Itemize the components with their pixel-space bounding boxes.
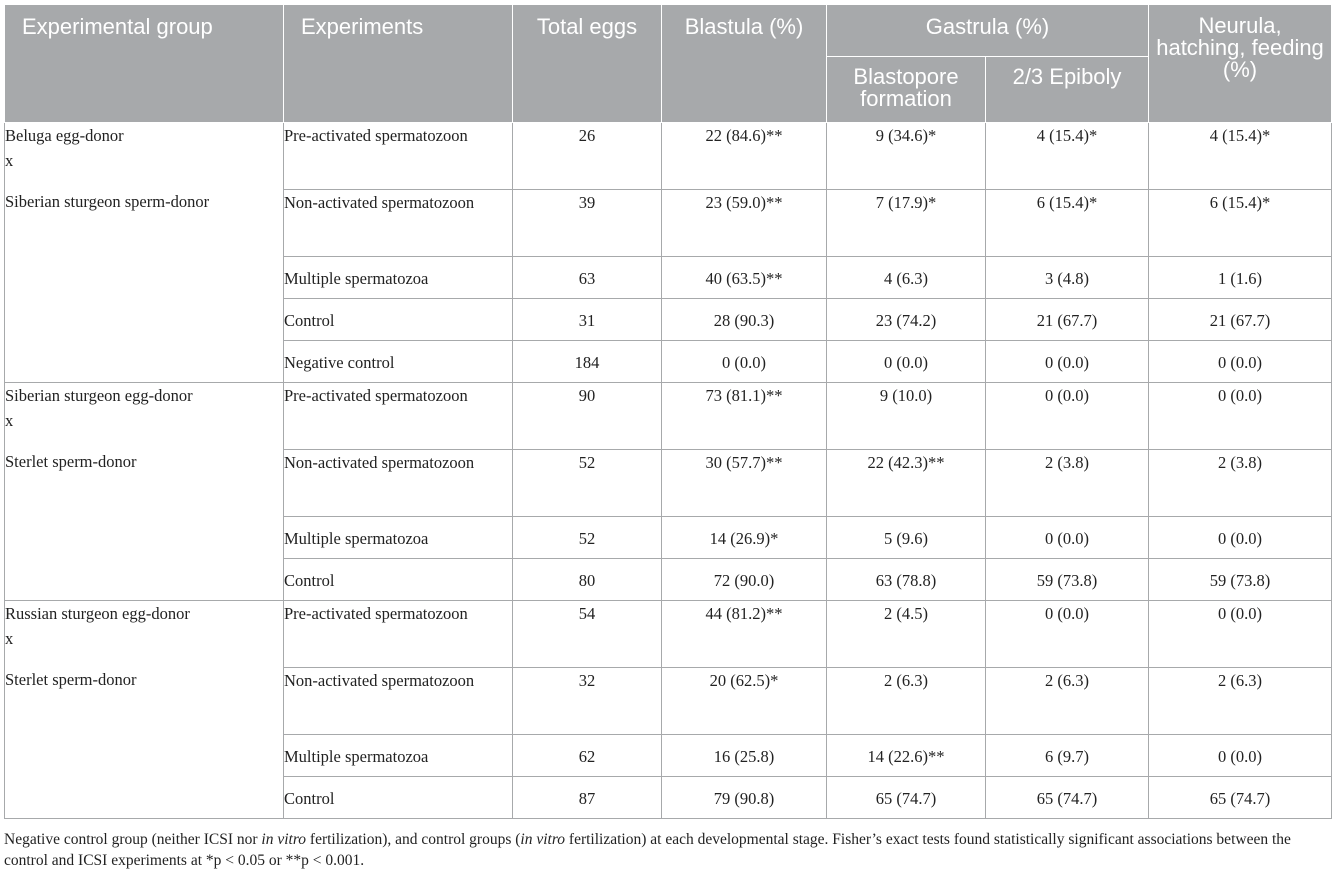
blastula-cell: 72 (90.0) xyxy=(662,559,827,601)
epiboly-cell: 3 (4.8) xyxy=(986,257,1149,299)
neurula-cell: 0 (0.0) xyxy=(1149,735,1332,777)
blastopore-cell: 4 (6.3) xyxy=(827,257,986,299)
blastula-cell: 73 (81.1)** xyxy=(662,383,827,450)
blastula-cell: 40 (63.5)** xyxy=(662,257,827,299)
header-experiments: Experiments xyxy=(284,5,513,123)
total-eggs-cell: 80 xyxy=(513,559,662,601)
neurula-cell: 0 (0.0) xyxy=(1149,383,1332,450)
total-eggs-cell: 62 xyxy=(513,735,662,777)
blastula-cell: 20 (62.5)* xyxy=(662,668,827,735)
blastopore-cell: 14 (22.6)** xyxy=(827,735,986,777)
epiboly-cell: 21 (67.7) xyxy=(986,299,1149,341)
header-gastrula: Gastrula (%) xyxy=(827,5,1149,57)
table-body xyxy=(5,123,1332,819)
experiment-cell: Non-activated spermatozoon xyxy=(284,450,513,517)
epiboly-cell: 2 (6.3) xyxy=(986,668,1149,735)
cross-symbol: x xyxy=(5,151,14,170)
header-experimental-group: Experimental group xyxy=(5,5,284,123)
total-eggs-cell: 32 xyxy=(513,668,662,735)
blastopore-cell: 23 (74.2) xyxy=(827,299,986,341)
blastopore-cell: 7 (17.9)* xyxy=(827,190,986,257)
neurula-cell: 0 (0.0) xyxy=(1149,601,1332,668)
blastopore-cell: 65 (74.7) xyxy=(827,777,986,819)
total-eggs-cell: 52 xyxy=(513,450,662,517)
header-blastopore-formation: Blastopore formation xyxy=(827,57,986,123)
sperm-donor-label: Siberian sturgeon sperm-donor xyxy=(5,192,210,211)
group-label-cell xyxy=(5,383,284,601)
total-eggs-cell: 63 xyxy=(513,257,662,299)
header-epiboly: 2/3 Epiboly xyxy=(986,57,1149,123)
experiment-cell: Multiple spermatozoa xyxy=(284,257,513,299)
table-header xyxy=(5,5,1332,123)
experiment-cell: Control xyxy=(284,777,513,819)
egg-donor-label: Russian sturgeon egg-donor xyxy=(5,604,190,623)
blastopore-cell: 63 (78.8) xyxy=(827,559,986,601)
total-eggs-cell: 31 xyxy=(513,299,662,341)
epiboly-cell: 65 (74.7) xyxy=(986,777,1149,819)
experiment-cell: Negative control xyxy=(284,341,513,383)
total-eggs-cell: 90 xyxy=(513,383,662,450)
blastopore-cell: 22 (42.3)** xyxy=(827,450,986,517)
neurula-cell: 59 (73.8) xyxy=(1149,559,1332,601)
blastula-cell: 79 (90.8) xyxy=(662,777,827,819)
blastopore-cell: 9 (10.0) xyxy=(827,383,986,450)
total-eggs-cell: 39 xyxy=(513,190,662,257)
neurula-cell: 21 (67.7) xyxy=(1149,299,1332,341)
results-table xyxy=(4,4,1332,819)
epiboly-cell: 0 (0.0) xyxy=(986,517,1149,559)
blastopore-cell: 5 (9.6) xyxy=(827,517,986,559)
neurula-cell: 2 (3.8) xyxy=(1149,450,1332,517)
sperm-donor-label: Sterlet sperm-donor xyxy=(5,670,137,689)
table-row xyxy=(5,383,1332,450)
blastula-cell: 14 (26.9)* xyxy=(662,517,827,559)
blastopore-cell: 9 (34.6)* xyxy=(827,123,986,190)
experiment-cell: Non-activated spermatozoon xyxy=(284,190,513,257)
header-blastula: Blastula (%) xyxy=(662,5,827,123)
total-eggs-cell: 54 xyxy=(513,601,662,668)
epiboly-cell: 0 (0.0) xyxy=(986,601,1149,668)
blastopore-cell: 2 (6.3) xyxy=(827,668,986,735)
neurula-cell: 2 (6.3) xyxy=(1149,668,1332,735)
table-footnote: Negative control group (neither ICSI nor in vitro fertilization), and control groups (in vitro fertilization) at each developmental stage. Fisher’s exact tests found statistically significant associations between the control and ICSI experiments at *p < 0.05 or **p < 0.001. xyxy=(4,831,1291,869)
neurula-cell: 0 (0.0) xyxy=(1149,517,1332,559)
neurula-cell: 65 (74.7) xyxy=(1149,777,1332,819)
egg-donor-label: Beluga egg-donor xyxy=(5,126,124,145)
neurula-cell: 0 (0.0) xyxy=(1149,341,1332,383)
experiment-cell: Multiple spermatozoa xyxy=(284,735,513,777)
experiment-cell: Multiple spermatozoa xyxy=(284,517,513,559)
total-eggs-cell: 184 xyxy=(513,341,662,383)
blastula-cell: 28 (90.3) xyxy=(662,299,827,341)
total-eggs-cell: 26 xyxy=(513,123,662,190)
blastopore-cell: 0 (0.0) xyxy=(827,341,986,383)
experiment-cell: Non-activated spermatozoon xyxy=(284,668,513,735)
blastula-cell: 44 (81.2)** xyxy=(662,601,827,668)
header-total-eggs: Total eggs xyxy=(513,5,662,123)
experiment-cell: Pre-activated spermatozoon xyxy=(284,601,513,668)
table-row xyxy=(5,123,1332,190)
total-eggs-cell: 87 xyxy=(513,777,662,819)
cross-symbol: x xyxy=(5,629,14,648)
cross-symbol: x xyxy=(5,411,14,430)
blastula-cell: 22 (84.6)** xyxy=(662,123,827,190)
epiboly-cell: 59 (73.8) xyxy=(986,559,1149,601)
sperm-donor-label: Sterlet sperm-donor xyxy=(5,452,137,471)
blastula-cell: 16 (25.8) xyxy=(662,735,827,777)
group-label-cell xyxy=(5,601,284,819)
blastula-cell: 23 (59.0)** xyxy=(662,190,827,257)
neurula-cell: 4 (15.4)* xyxy=(1149,123,1332,190)
header-neurula: Neurula, hatching, feeding (%) xyxy=(1149,5,1332,123)
epiboly-cell: 6 (9.7) xyxy=(986,735,1149,777)
neurula-cell: 1 (1.6) xyxy=(1149,257,1332,299)
egg-donor-label: Siberian sturgeon egg-donor xyxy=(5,386,193,405)
table-row xyxy=(5,601,1332,668)
experiment-cell: Pre-activated spermatozoon xyxy=(284,123,513,190)
experiment-cell: Pre-activated spermatozoon xyxy=(284,383,513,450)
experiment-cell: Control xyxy=(284,559,513,601)
blastula-cell: 0 (0.0) xyxy=(662,341,827,383)
experiment-cell: Control xyxy=(284,299,513,341)
blastopore-cell: 2 (4.5) xyxy=(827,601,986,668)
blastula-cell: 30 (57.7)** xyxy=(662,450,827,517)
epiboly-cell: 4 (15.4)* xyxy=(986,123,1149,190)
epiboly-cell: 0 (0.0) xyxy=(986,383,1149,450)
group-label-cell xyxy=(5,123,284,383)
epiboly-cell: 6 (15.4)* xyxy=(986,190,1149,257)
epiboly-cell: 0 (0.0) xyxy=(986,341,1149,383)
neurula-cell: 6 (15.4)* xyxy=(1149,190,1332,257)
epiboly-cell: 2 (3.8) xyxy=(986,450,1149,517)
total-eggs-cell: 52 xyxy=(513,517,662,559)
